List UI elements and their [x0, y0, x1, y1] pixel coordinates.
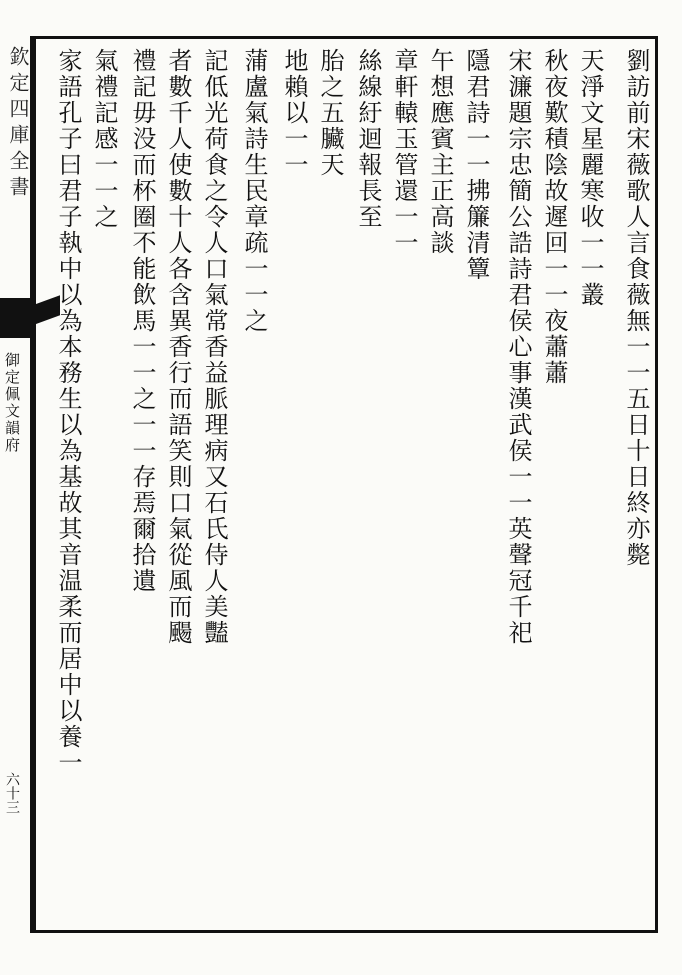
text-column: 天淨文星麗寒收一一叢	[576, 48, 604, 308]
page-number: 六十三	[4, 772, 20, 814]
text-column: 者數千人使數十人各含異香行而語笑則口氣從風而颺	[164, 48, 192, 646]
text-column: 禮記毋没而杯圈不能飲馬一一之一一存焉爾拾遺	[128, 48, 156, 594]
text-column: 地賴以一一	[280, 48, 308, 178]
text-column: 章軒轅玉管還一一	[390, 48, 418, 256]
text-column: 午想應賓主正高談	[426, 48, 454, 256]
text-column: 隱君詩一一拂簾清簟	[462, 48, 490, 282]
text-column: 記低光荷食之令人口氣常香益脈理病又石氏侍人美豔	[200, 48, 228, 646]
top-border	[34, 36, 658, 39]
text-column: 家語孔子曰君子執中以為本務生以為基故其音温柔而居中以養一	[54, 48, 82, 776]
book-title: 御定佩文韻府	[3, 352, 21, 454]
bottom-border	[34, 930, 658, 933]
fishtail-mark	[0, 298, 36, 338]
text-column: 劉訪前宋薇歌人言食薇無一一五日十日終亦斃	[622, 48, 650, 568]
margin-title: 欽定四庫全書	[6, 46, 30, 202]
text-column: 秋夜歎積陰故遲回一一夜蕭蕭	[540, 48, 568, 386]
text-column: 胎之五臟天	[316, 48, 344, 178]
page-margin	[0, 36, 36, 933]
right-border	[655, 36, 658, 933]
text-column: 蒲盧氣詩生民章疏一一之	[240, 48, 268, 334]
text-column: 宋濂題宗忠簡公誥詩君侯心事漢武侯一一英聲冠千祀	[504, 48, 532, 646]
text-column: 絲線紆迴報長至	[354, 48, 382, 230]
text-column: 氣禮記感一一之	[90, 48, 118, 230]
